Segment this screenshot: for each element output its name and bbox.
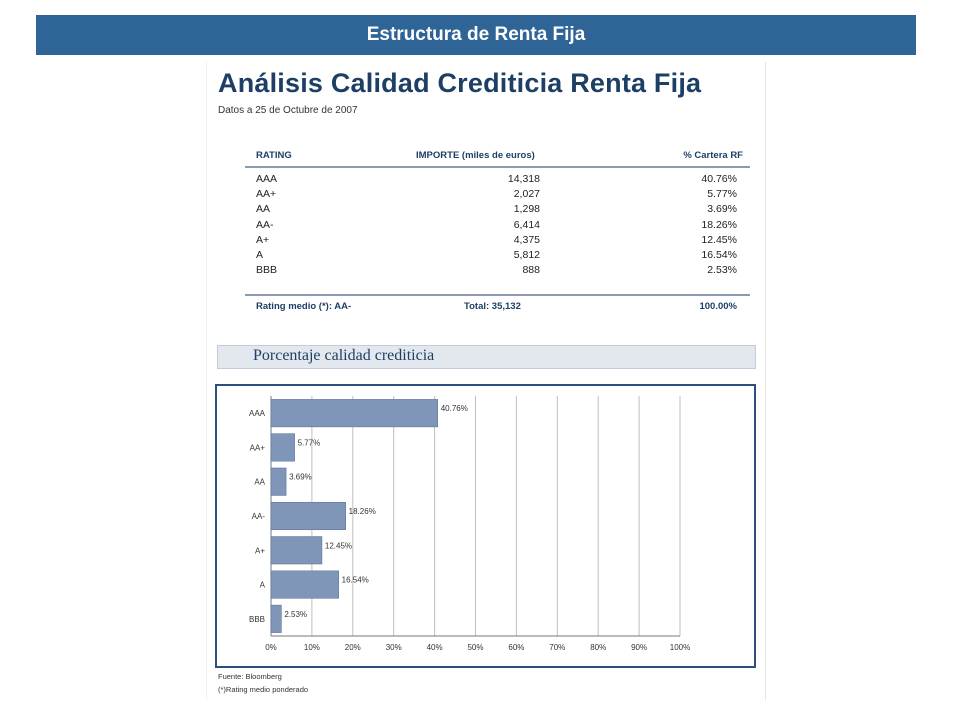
table-cell-amount: 888	[522, 264, 540, 277]
table-cell-percent: 5.77%	[707, 188, 737, 201]
table-cell-amount: 5,812	[513, 249, 540, 261]
category-label: AA	[254, 477, 265, 487]
table-footer-percent: 100.00%	[699, 301, 737, 312]
table-cell-percent: 16.54%	[701, 249, 737, 261]
x-tick-label: 40%	[426, 643, 443, 652]
banner-title: Estructura de Renta Fija	[366, 24, 586, 45]
table-cell-percent: 12.45%	[701, 233, 737, 246]
bar-a-plus	[271, 537, 322, 564]
x-tick-label: 30%	[385, 643, 402, 652]
section-title: Porcentaje calidad crediticia	[253, 347, 435, 364]
bar-aa-plus	[271, 434, 295, 461]
category-label: BBB	[248, 614, 265, 624]
table-cell-rating: AA-	[256, 218, 274, 231]
x-tick-label: 60%	[508, 643, 525, 652]
page-banner	[36, 15, 916, 55]
x-tick-label: 80%	[590, 643, 607, 652]
chart-canvas	[217, 386, 754, 666]
x-tick-label: 100%	[669, 643, 691, 652]
rating-bar-chart	[215, 384, 756, 668]
table-cell-amount: 1,298	[513, 203, 540, 216]
table-header-cell: IMPORTE (miles de euros)	[416, 150, 535, 161]
data-label: 3.69%	[289, 472, 312, 482]
x-tick-label: 10%	[303, 643, 320, 652]
section-header	[217, 345, 756, 369]
bar-a	[271, 571, 339, 598]
report-date: Datos a 25 de Octubre de 2007	[218, 105, 358, 116]
table-cell-percent: 18.26%	[701, 218, 737, 231]
table-cell-amount: 6,414	[513, 218, 540, 231]
x-tick-label: 70%	[549, 643, 566, 652]
data-label: 18.26%	[348, 507, 376, 516]
data-label: 40.76%	[440, 404, 468, 414]
report-title: Análisis Calidad Crediticia Renta Fija	[218, 68, 702, 98]
category-label: AA-	[251, 512, 265, 521]
table-header-cell: RATING	[256, 150, 292, 161]
data-label: 12.45%	[324, 541, 353, 551]
category-label: AAA	[248, 409, 265, 419]
table-cell-rating: BBB	[256, 264, 278, 277]
table-header-rule	[245, 166, 750, 168]
table-footer-total: Total: 35,132	[464, 301, 521, 312]
table-cell-rating: AA	[256, 203, 271, 216]
table-cell-percent: 2.53%	[707, 264, 737, 277]
source-note: Fuente: Bloomberg	[218, 672, 282, 681]
bar-aa	[271, 468, 286, 495]
x-tick-label: 90%	[631, 643, 648, 652]
category-label: AA+	[249, 443, 265, 453]
category-label: A	[259, 580, 265, 590]
bar-aaa	[271, 399, 438, 426]
footnote: (*)Rating medio ponderado	[218, 685, 309, 694]
data-label: 16.54%	[341, 575, 369, 585]
table-cell-rating: AA+	[256, 188, 277, 201]
table-header-cell: % Cartera RF	[683, 150, 743, 161]
table-footer-average: Rating medio (*): AA-	[256, 301, 352, 312]
table-footer-rule	[245, 294, 750, 296]
x-tick-label: 0%	[265, 643, 277, 652]
report-page	[207, 62, 765, 700]
x-tick-label: 50%	[467, 643, 484, 652]
table-cell-rating: AAA	[256, 173, 278, 185]
category-label: A+	[254, 546, 265, 556]
rating-table	[245, 142, 750, 317]
table-cell-rating: A	[256, 249, 264, 261]
bar-bbb	[271, 605, 281, 632]
x-tick-label: 20%	[344, 643, 361, 652]
table-cell-percent: 40.76%	[701, 173, 737, 185]
table-cell-amount: 2,027	[513, 188, 540, 201]
table-cell-amount: 4,375	[513, 233, 540, 246]
table-cell-rating: A+	[256, 233, 270, 246]
table-cell-amount: 14,318	[507, 173, 540, 185]
data-label: 5.77%	[297, 438, 321, 448]
table-cell-percent: 3.69%	[707, 203, 737, 216]
bar-aa-minus	[271, 502, 346, 529]
data-label: 2.53%	[284, 609, 308, 619]
